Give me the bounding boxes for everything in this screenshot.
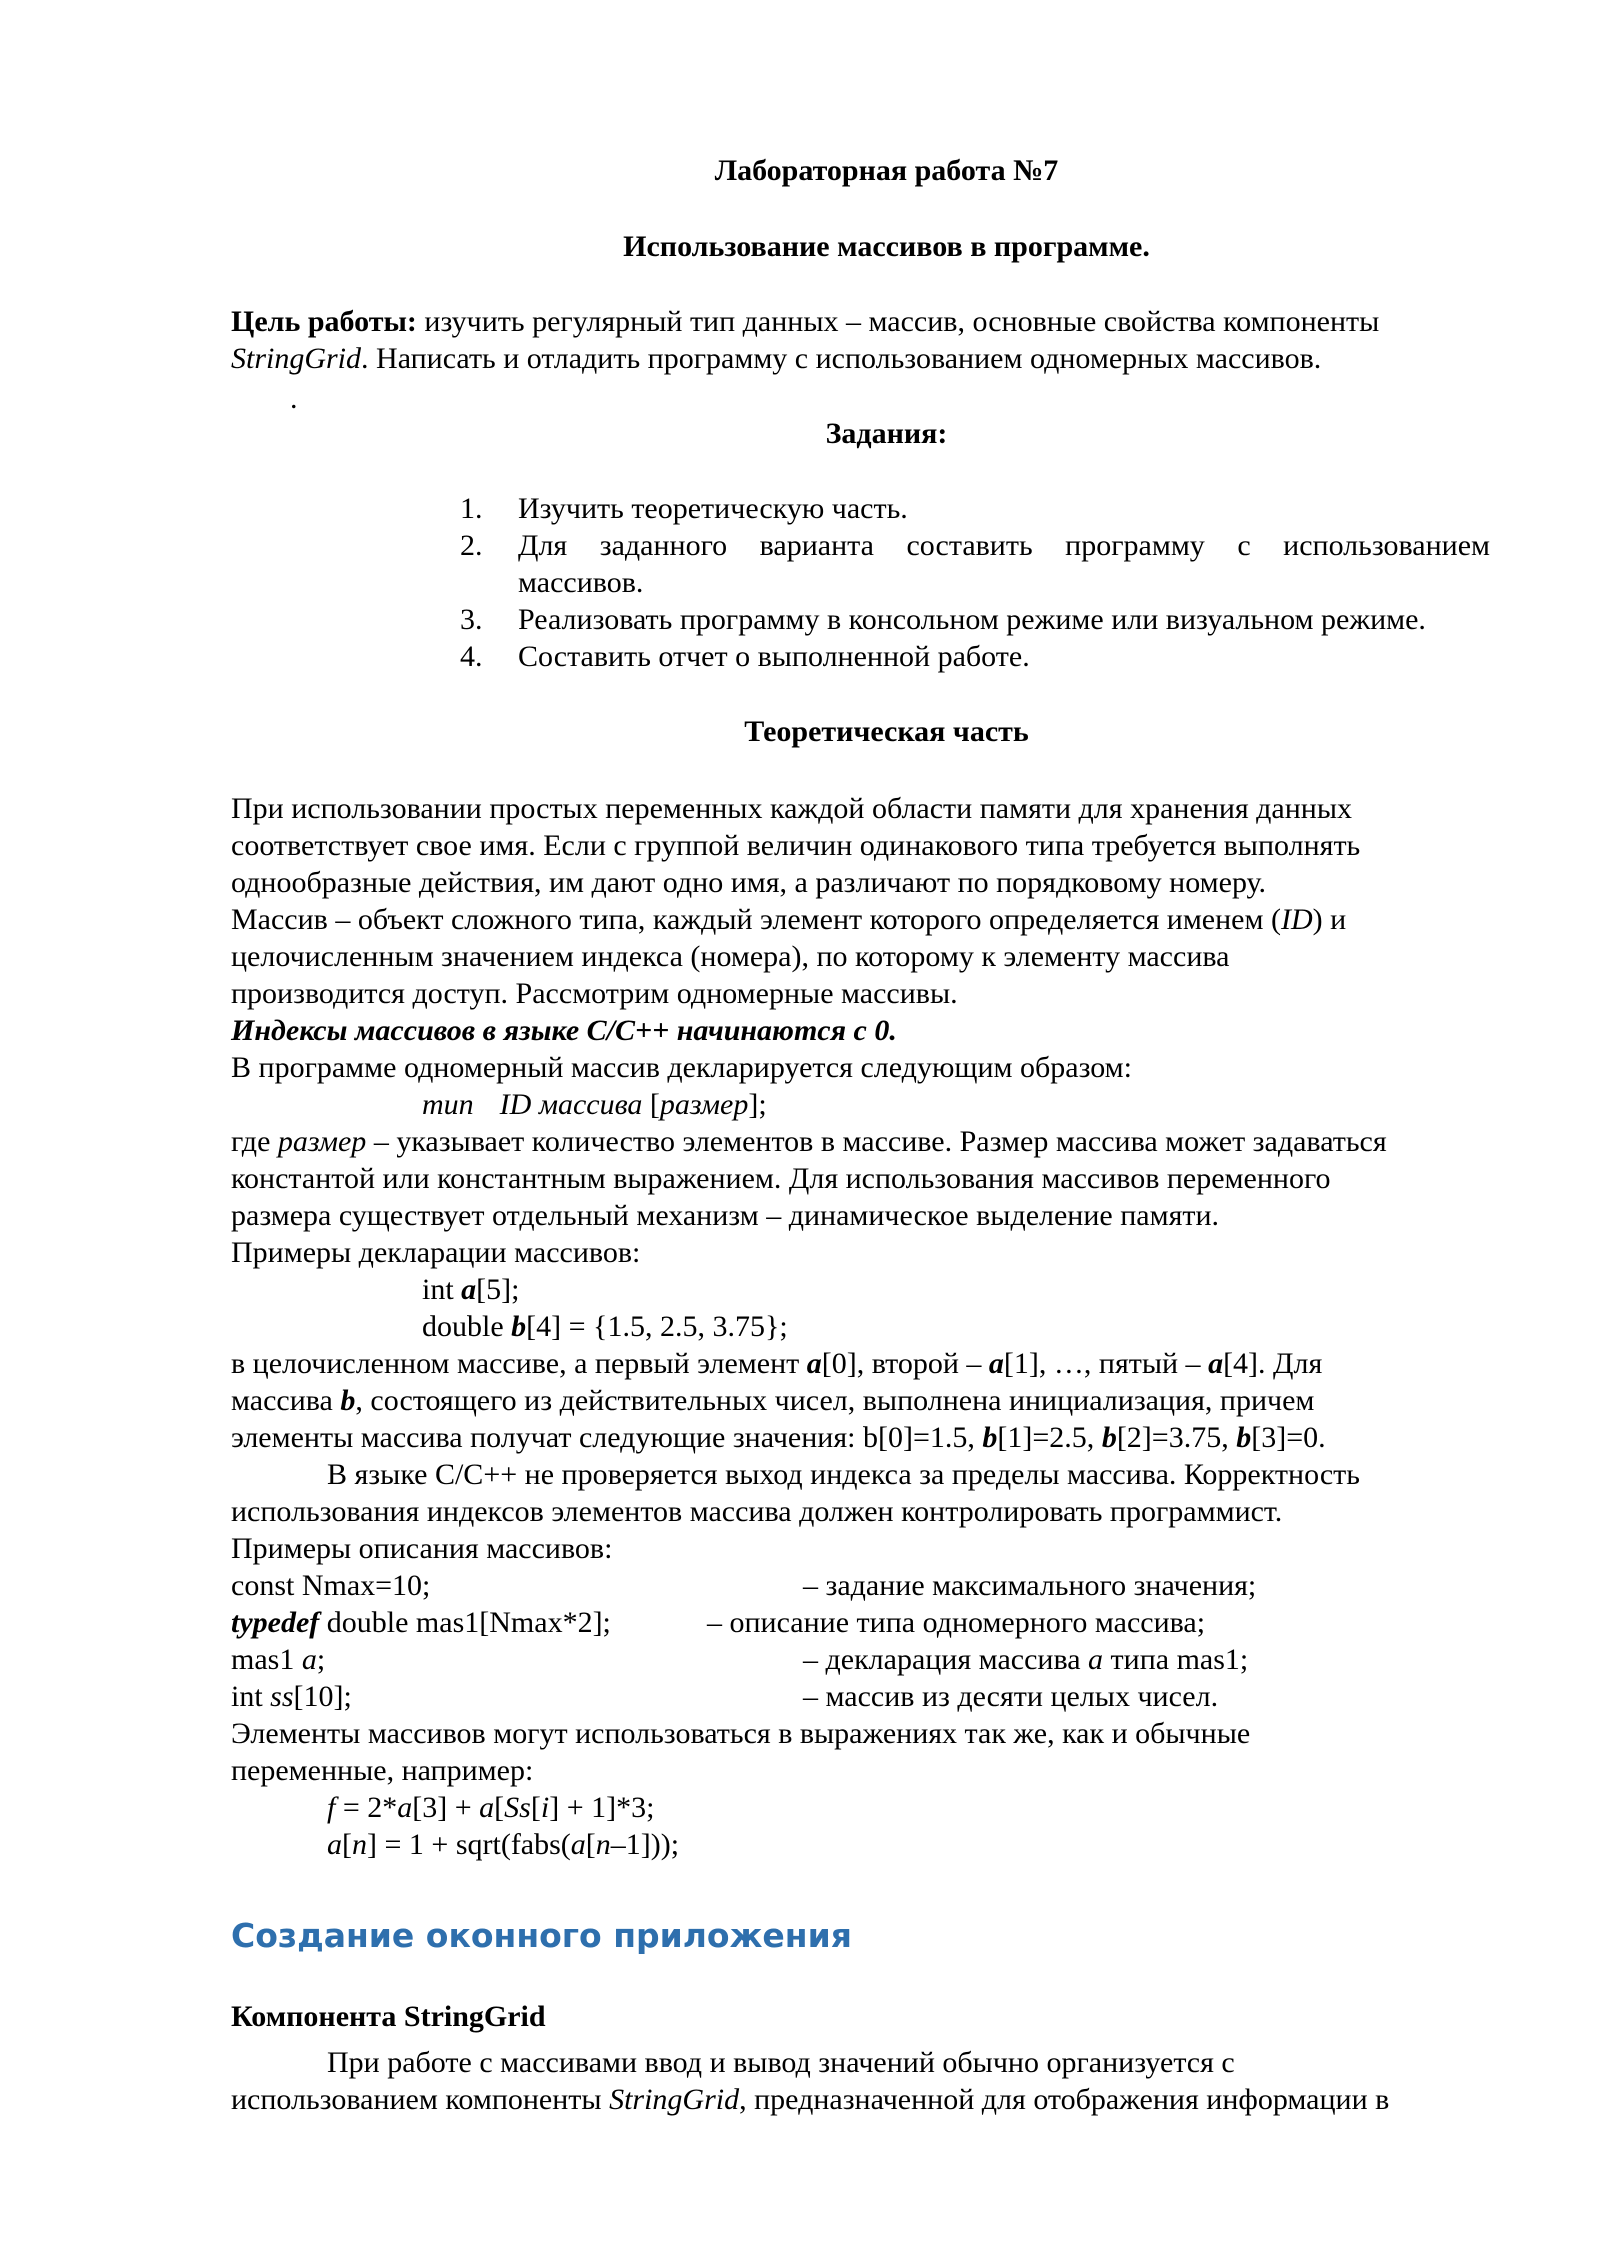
text: mas1 bbox=[231, 1643, 302, 1676]
var: b bbox=[340, 1384, 356, 1417]
var: a bbox=[301, 1643, 317, 1676]
var: Ss bbox=[504, 1791, 531, 1824]
code-comment bbox=[803, 1641, 1248, 1678]
paragraph-line: Примеры декларации массивов: bbox=[231, 1236, 641, 1269]
page-subtitle: Использование массивов в программе. bbox=[623, 230, 1150, 263]
text: где bbox=[231, 1125, 278, 1158]
var: n bbox=[352, 1828, 367, 1861]
size-italic: размер bbox=[277, 1125, 367, 1158]
goal-label: Цель работы: bbox=[231, 305, 417, 338]
text: [ bbox=[585, 1828, 596, 1861]
var: a bbox=[397, 1791, 413, 1824]
word: использованием bbox=[1283, 529, 1490, 562]
text: ] + 1]*3; bbox=[549, 1791, 655, 1824]
syntax-id: ID массива bbox=[499, 1088, 643, 1121]
text: –1])); bbox=[610, 1828, 680, 1861]
task-number: 1. bbox=[460, 492, 483, 525]
word: с bbox=[1237, 529, 1251, 562]
code-example bbox=[422, 1271, 520, 1308]
paragraph-line bbox=[231, 1382, 1314, 1419]
indices-note: Индексы массивов в языке С/С++ начинаются с 0. bbox=[231, 1014, 897, 1047]
text: [ bbox=[494, 1791, 505, 1824]
task-text: Составить отчет о выполненной работе. bbox=[518, 640, 1030, 673]
code-line: const Nmax=10; bbox=[231, 1569, 431, 1602]
text: массива bbox=[231, 1384, 341, 1417]
expression bbox=[327, 1789, 654, 1826]
code-line bbox=[231, 1641, 325, 1678]
text: ; bbox=[316, 1643, 326, 1676]
text: [ bbox=[342, 1828, 352, 1861]
task-text: массивов. bbox=[518, 566, 644, 599]
paragraph-line bbox=[231, 1419, 1326, 1456]
var: a bbox=[1088, 1643, 1104, 1676]
text: [4]. Для bbox=[1223, 1347, 1323, 1380]
var: n bbox=[595, 1828, 611, 1861]
goal-line-1 bbox=[231, 303, 1379, 340]
var: f bbox=[327, 1791, 336, 1824]
tasks-heading: Задания: bbox=[825, 417, 948, 450]
goal-line-2 bbox=[231, 340, 1321, 377]
syntax-type: тип bbox=[422, 1088, 474, 1121]
paragraph-line: Элементы массивов могут использоваться в выражениях так же, как и обычные bbox=[231, 1717, 1251, 1750]
text: [0], второй – bbox=[821, 1347, 989, 1380]
var: b bbox=[511, 1310, 527, 1343]
paragraph-line bbox=[231, 901, 1346, 938]
expression bbox=[327, 1826, 679, 1863]
word: варианта bbox=[759, 529, 874, 562]
text: = 2* bbox=[335, 1791, 398, 1824]
var: a bbox=[806, 1347, 822, 1380]
goal-stringgrid: StringGrid bbox=[231, 342, 362, 375]
paragraph-line: Примеры описания массивов: bbox=[231, 1532, 613, 1565]
task-text: Реализовать программу в консольном режиме или визуальном режиме. bbox=[518, 603, 1426, 636]
theory-heading: Теоретическая часть bbox=[744, 715, 1029, 748]
var: a bbox=[988, 1347, 1004, 1380]
var: b bbox=[1101, 1421, 1117, 1454]
text: ] = 1 + sqrt(fabs( bbox=[367, 1828, 571, 1861]
text: в целочисленном массиве, а первый элемент bbox=[231, 1347, 807, 1380]
paragraph-line: размера существует отдельный механизм – динамическое выделение памяти. bbox=[231, 1199, 1220, 1232]
text: использованием компоненты bbox=[231, 2083, 610, 2116]
code-line bbox=[231, 1678, 352, 1715]
text: элементы массива получат следующие значения: b[0]=1.5, bbox=[231, 1421, 983, 1454]
text: int bbox=[422, 1273, 462, 1306]
paragraph-line: использования индексов элементов массива должен контролировать программист. bbox=[231, 1495, 1283, 1528]
text: , состоящего из действительных чисел, выполнена инициализация, причем bbox=[355, 1384, 1315, 1417]
var: i bbox=[540, 1791, 550, 1824]
paragraph-line: производится доступ. Рассмотрим одномерные массивы. bbox=[231, 977, 958, 1010]
var: a bbox=[461, 1273, 477, 1306]
text: double mas1[Nmax*2]; bbox=[319, 1606, 611, 1639]
text: [ bbox=[530, 1791, 541, 1824]
keyword: typedef bbox=[231, 1606, 320, 1639]
text: типа mas1; bbox=[1103, 1643, 1249, 1676]
task-number: 4. bbox=[460, 640, 483, 673]
text: ) и bbox=[1312, 903, 1347, 936]
var: b bbox=[982, 1421, 998, 1454]
text: [1], …, пятый – bbox=[1003, 1347, 1209, 1380]
word: составить bbox=[906, 529, 1033, 562]
text: [1]=2.5, bbox=[997, 1421, 1102, 1454]
word: Для bbox=[518, 529, 568, 562]
text: [ bbox=[642, 1088, 660, 1121]
text: [2]=3.75, bbox=[1116, 1421, 1237, 1454]
task-number: 3. bbox=[460, 603, 483, 636]
goal-text-2: . Написать и отладить программу с использованием одномерных массивов. bbox=[361, 342, 1322, 375]
paragraph-line bbox=[231, 1123, 1387, 1160]
code-comment: – массив из десяти целых чисел. bbox=[803, 1680, 1219, 1713]
var: a bbox=[327, 1828, 342, 1861]
paragraph-line: целочисленным значением индекса (номера), по которому к элементу массива bbox=[231, 940, 1230, 973]
text: [4] = {1.5, 2.5, 3.75}; bbox=[526, 1310, 788, 1343]
text: ]; bbox=[748, 1088, 767, 1121]
var: b bbox=[1236, 1421, 1252, 1454]
var: a bbox=[570, 1828, 586, 1861]
declaration-syntax bbox=[422, 1086, 767, 1123]
paragraph-line: При работе с массивами ввод и вывод значений обычно организуется с bbox=[327, 2046, 1235, 2079]
word: программу bbox=[1065, 529, 1205, 562]
goal-text-1: изучить регулярный тип данных – массив, основные свойства компоненты bbox=[416, 305, 1380, 338]
text: int bbox=[231, 1680, 271, 1713]
paragraph-line: В языке С/С++ не проверяется выход индекса за пределы массива. Корректность bbox=[327, 1458, 1360, 1491]
paragraph-line bbox=[231, 2081, 1389, 2118]
paragraph-line: соответствует свое имя. Если с группой величин одинакового типа требуется выполнять bbox=[231, 829, 1361, 862]
text: [3]=0. bbox=[1251, 1421, 1326, 1454]
code-line bbox=[231, 1604, 611, 1641]
var: ss bbox=[270, 1680, 294, 1713]
var: a bbox=[479, 1791, 495, 1824]
var: a bbox=[1208, 1347, 1224, 1380]
text: , предназначенной для отображения информации в bbox=[739, 2083, 1390, 2116]
text: – указывает количество элементов в массиве. Размер массива может задаваться bbox=[366, 1125, 1387, 1158]
subsection-heading: Компонента StringGrid bbox=[231, 2000, 546, 2033]
text: [3] + bbox=[412, 1791, 480, 1824]
syntax-size: размер bbox=[659, 1088, 749, 1121]
text: – декларация массива bbox=[803, 1643, 1089, 1676]
task-text-justified bbox=[518, 527, 1490, 564]
text: [5]; bbox=[476, 1273, 520, 1306]
code-example bbox=[422, 1308, 788, 1345]
stringgrid-italic: StringGrid bbox=[609, 2083, 740, 2116]
task-text: Изучить теоретическую часть. bbox=[518, 492, 908, 525]
code-comment: – задание максимального значения; bbox=[803, 1569, 1257, 1602]
page-title: Лабораторная работа №7 bbox=[714, 154, 1059, 187]
text: double bbox=[422, 1310, 512, 1343]
paragraph-line: В программе одномерный массив декларируется следующим образом: bbox=[231, 1051, 1132, 1084]
code-comment: – описание типа одномерного массива; bbox=[707, 1606, 1206, 1639]
word: заданного bbox=[599, 529, 728, 562]
section-heading: Создание оконного приложения bbox=[231, 1916, 852, 1955]
id-italic: ID bbox=[1280, 903, 1313, 936]
text: [10]; bbox=[293, 1680, 352, 1713]
paragraph-line: При использовании простых переменных каждой области памяти для хранения данных bbox=[231, 792, 1353, 825]
paragraph-line: константой или константным выражением. Для использования массивов переменного bbox=[231, 1162, 1331, 1195]
paragraph-line: однообразные действия, им дают одно имя, а различают по порядковому номеру. bbox=[231, 866, 1267, 899]
task-number: 2. bbox=[460, 529, 483, 562]
text: Массив – объект сложного типа, каждый элемент которого определяется именем ( bbox=[231, 903, 1281, 936]
paragraph-line: переменные, например: bbox=[231, 1754, 534, 1787]
paragraph-line bbox=[231, 1345, 1322, 1382]
stray-dot: . bbox=[290, 382, 298, 415]
